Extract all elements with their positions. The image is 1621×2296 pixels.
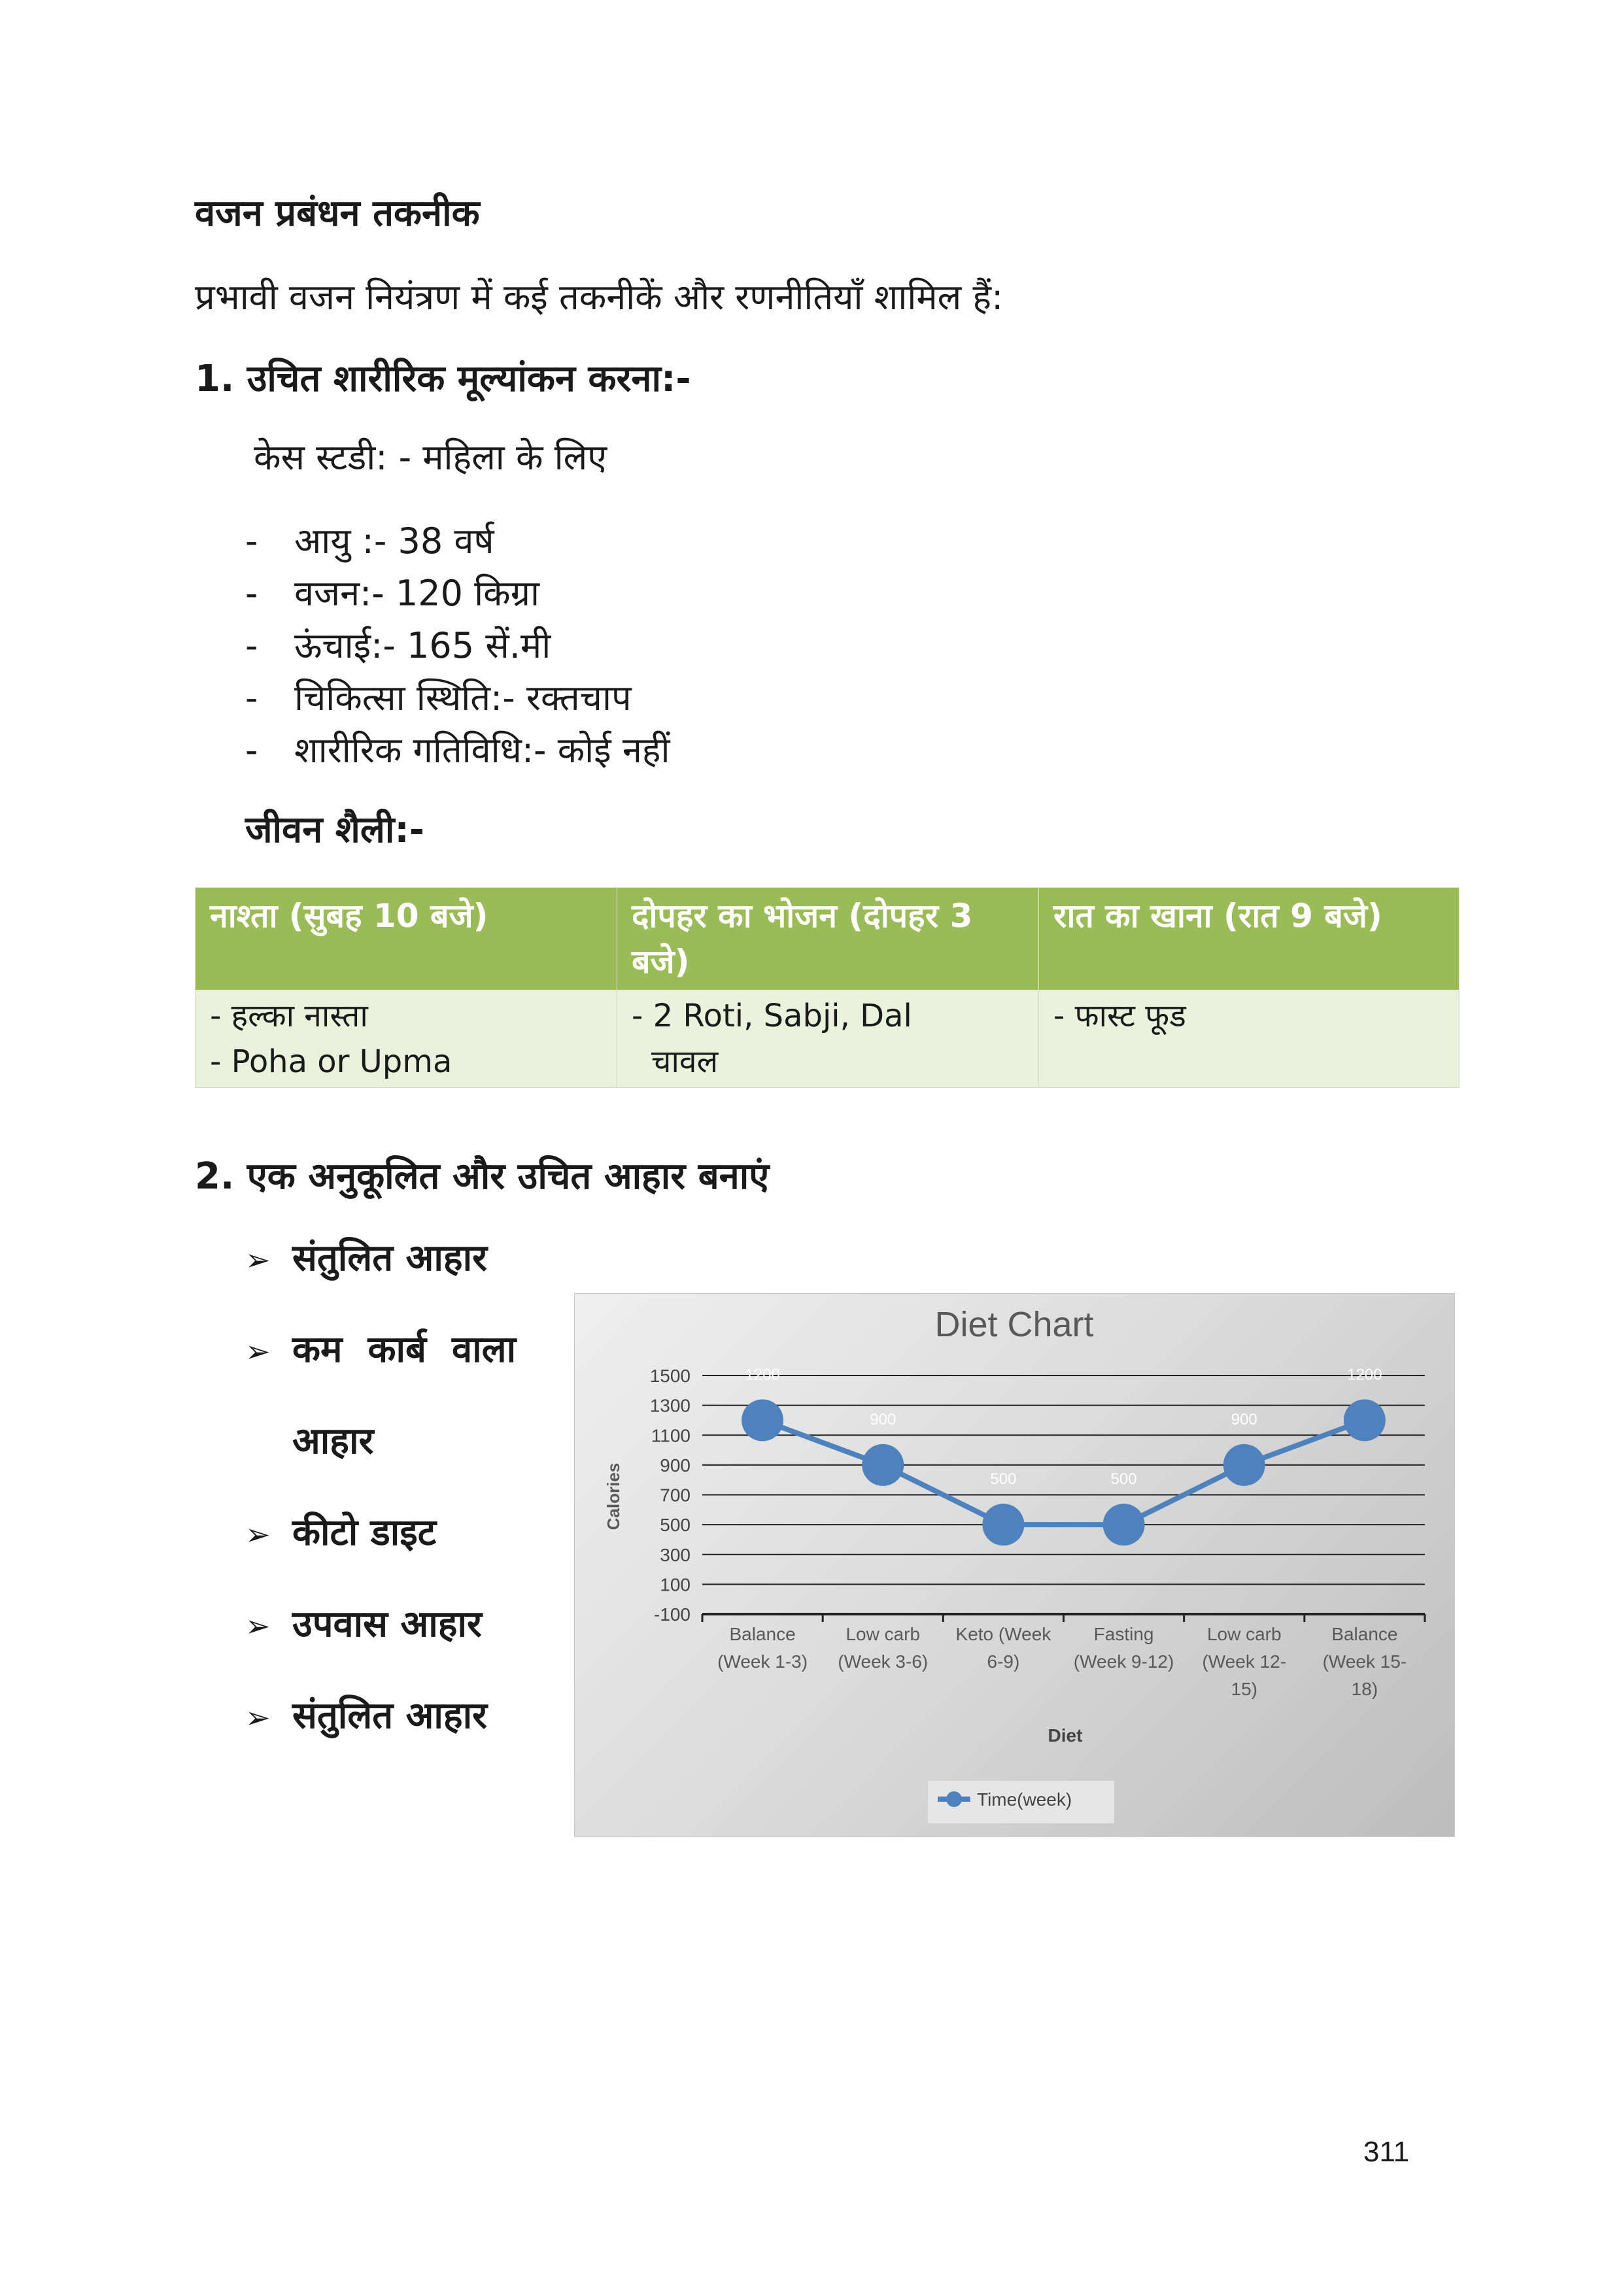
y-tick-label: 100: [660, 1574, 691, 1595]
y-tick-label: 1100: [651, 1425, 691, 1446]
x-tick-label: 18): [1351, 1679, 1378, 1699]
y-tick-label: 1300: [649, 1395, 691, 1416]
x-tick-label: (Week 9-12): [1073, 1651, 1174, 1672]
list-item-text: आयु :- 38 वर्ष: [294, 520, 494, 562]
case-study-line: केस स्टडी: - महिला के लिए: [254, 437, 607, 478]
legend-marker: [946, 1791, 962, 1807]
list-item: [245, 673, 632, 723]
dash-marker: -: [245, 573, 258, 614]
intro-text: प्रभावी वजन नियंत्रण में कई तकनीकें और रणनीतियाँ शामिल हैं:: [195, 277, 1004, 318]
y-tick-label: 300: [660, 1544, 691, 1565]
list-item: [245, 569, 539, 618]
arrow-bullet-icon: ➢: [245, 1517, 271, 1552]
list-item: [245, 516, 494, 566]
list-item-text: चिकित्सा स्थिति:- रक्तचाप: [294, 677, 632, 718]
cell-dinner: [1039, 990, 1459, 1088]
list-item-text: वजन:- 120 किग्रा: [294, 573, 540, 614]
section1-title: 1. उचित शारीरिक मूल्यांकन करना:-: [195, 358, 691, 400]
data-point: [742, 1399, 783, 1441]
bullet-text: उपवास आहार: [292, 1603, 482, 1646]
bullet-text: संतुलित आहार: [292, 1695, 488, 1737]
data-label: 900: [870, 1410, 896, 1428]
bullet-item: [245, 1507, 436, 1561]
dash-marker: -: [245, 677, 258, 718]
bullet-item-continuation: [245, 1415, 373, 1468]
data-point: [1223, 1444, 1265, 1486]
bullet-text: कम कार्ब वाला: [292, 1328, 517, 1371]
x-tick-label: Low carb: [845, 1624, 921, 1644]
bullet-item: [245, 1690, 487, 1744]
y-axis-title: Calories: [604, 1462, 623, 1530]
cell-breakfast: [196, 990, 617, 1088]
dash-marker: -: [245, 730, 258, 771]
bullet-item: [245, 1324, 516, 1377]
list-item: [245, 621, 551, 671]
chart-title: Diet Chart: [934, 1305, 1094, 1344]
x-tick-label: Balance: [729, 1624, 796, 1644]
y-tick-label: 1500: [649, 1366, 691, 1386]
lifestyle-heading: जीवन शैली:-: [245, 809, 424, 851]
series-line: [762, 1420, 1365, 1525]
data-point: [1103, 1504, 1145, 1545]
bullet-text: कीटो डाइट: [292, 1511, 436, 1554]
y-tick-label: -100: [653, 1604, 691, 1625]
arrow-bullet-icon: ➢: [245, 1242, 271, 1277]
data-point: [982, 1504, 1024, 1545]
bullet-item: [245, 1232, 487, 1286]
header-dinner: रात का खाना (रात 9 बजे): [1039, 888, 1459, 990]
dash-marker: -: [245, 625, 258, 666]
cell-line: - 2 Roti, Sabji, Dal: [632, 998, 912, 1034]
arrow-bullet-icon: ➢: [245, 1700, 271, 1735]
x-tick-label: (Week 12-: [1202, 1651, 1287, 1672]
cell-line: चावल: [651, 1043, 719, 1080]
meal-table: [195, 887, 1459, 1088]
chart-svg: [575, 1294, 1454, 1836]
list-item-text: शारीरिक गतिविधि:- कोई नहीं: [294, 730, 670, 771]
data-label: 1200: [1347, 1366, 1382, 1384]
cell-line: - Poha or Upma: [210, 1043, 452, 1080]
bullet-text: आहार: [292, 1420, 374, 1462]
x-tick-label: (Week 15-: [1322, 1651, 1407, 1672]
data-label: 900: [1231, 1410, 1257, 1428]
table-header-row: [196, 888, 1459, 990]
list-item: [245, 726, 670, 775]
data-point: [1344, 1399, 1386, 1441]
data-label: 500: [990, 1470, 1017, 1489]
x-tick-label: Fasting: [1093, 1624, 1154, 1644]
x-axis-title: Diet: [1048, 1725, 1083, 1746]
diet-chart: [574, 1293, 1455, 1837]
section2-title: 2. एक अनुकूलित और उचित आहार बनाएं: [195, 1155, 770, 1198]
y-tick-label: 700: [660, 1485, 691, 1506]
list-item-text: ऊंचाई:- 165 सें.मी: [294, 625, 551, 666]
arrow-bullet-icon: ➢: [245, 1334, 271, 1369]
x-tick-label: 15): [1231, 1679, 1257, 1699]
cell-line: - फास्ट फूड: [1053, 998, 1186, 1034]
legend-label: Time(week): [977, 1789, 1072, 1810]
arrow-bullet-icon: ➢: [245, 1608, 271, 1644]
data-label: 1200: [745, 1366, 780, 1384]
x-tick-label: Keto (Week: [955, 1624, 1051, 1644]
y-tick-label: 900: [660, 1455, 691, 1476]
x-tick-label: Low carb: [1206, 1624, 1282, 1644]
bullet-text: संतुलित आहार: [292, 1237, 488, 1279]
x-tick-label: 6-9): [987, 1651, 1020, 1672]
x-tick-label: Balance: [1331, 1624, 1398, 1644]
page-number: 311: [1363, 2136, 1410, 2168]
cell-lunch: [617, 990, 1039, 1088]
data-point: [862, 1444, 904, 1486]
x-tick-label: (Week 1-3): [717, 1651, 808, 1672]
x-tick-label: (Week 3-6): [838, 1651, 929, 1672]
dash-marker: -: [245, 520, 258, 562]
cell-line: - हल्का नास्ता: [210, 998, 368, 1034]
header-breakfast: नाश्ता (सुबह 10 बजे): [196, 888, 617, 990]
y-tick-label: 500: [660, 1515, 691, 1536]
data-label: 500: [1110, 1470, 1137, 1489]
header-lunch: दोपहर का भोजन (दोपहर 3 बजे): [617, 888, 1039, 990]
table-row: [196, 990, 1459, 1088]
page-heading: वजन प्रबंधन तकनीक: [195, 192, 480, 235]
bullet-item: [245, 1598, 482, 1652]
